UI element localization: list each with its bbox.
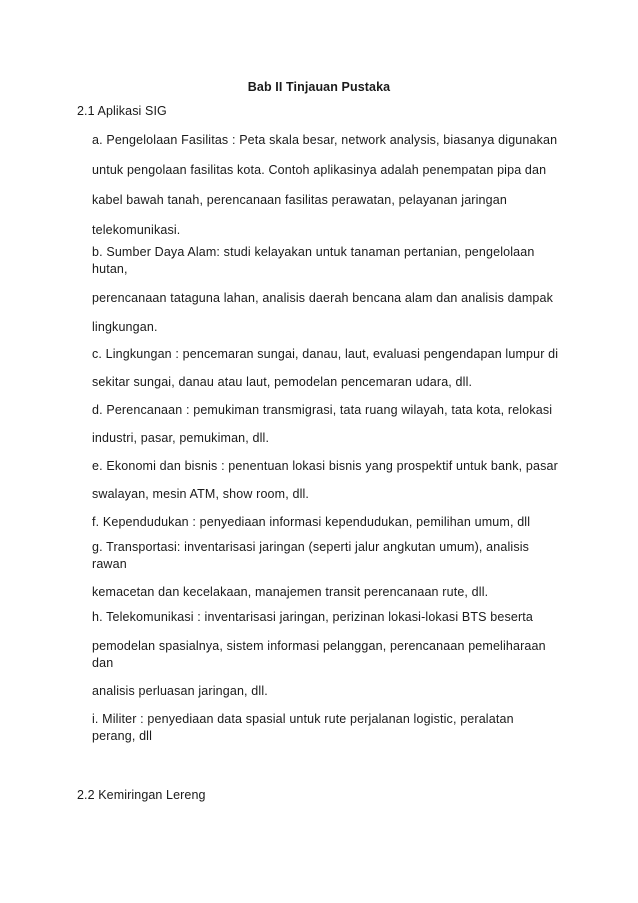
body-line: dan [92,656,114,670]
body-line: untuk pengolaan fasilitas kota. Contoh aplikasinya adalah penempatan pipa dan [92,163,547,177]
body-line: industri, pasar, pemukiman, dll. [92,431,270,445]
body-line: b. Sumber Daya Alam: studi kelayakan untuk tanaman pertanian, pengelolaan [92,245,535,259]
body-line: kabel bawah tanah, perencanaan fasilitas perawatan, pelayanan jaringan [92,193,507,207]
section-heading-2-1: 2.1 Aplikasi SIG [77,104,167,118]
body-line: hutan, [92,262,128,276]
section-heading-2-2: 2.2 Kemiringan Lereng [77,788,206,802]
page-title: Bab II Tinjauan Pustaka [247,80,391,94]
body-line: e. Ekonomi dan bisnis : penentuan lokasi bisnis yang prospektif untuk bank, pasar [92,459,558,473]
body-line: kemacetan dan kecelakaan, manajemen transit perencanaan rute, dll. [92,585,489,599]
body-line: rawan [92,557,127,571]
body-line: perencanaan tataguna lahan, analisis daerah bencana alam dan analisis dampak [92,291,554,305]
body-line: analisis perluasan jaringan, dll. [92,684,268,698]
body-line: a. Pengelolaan Fasilitas : Peta skala besar, network analysis, biasanya digunakan [92,133,558,147]
body-line: f. Kependudukan : penyediaan informasi kependudukan, pemilihan umum, dll [92,515,531,529]
body-line: d. Perencanaan : pemukiman transmigrasi, tata ruang wilayah, tata kota, relokasi [92,403,553,417]
body-line: swalayan, mesin ATM, show room, dll. [92,487,310,501]
body-line: perang, dll [92,729,153,743]
body-line: c. Lingkungan : pencemaran sungai, danau, laut, evaluasi pengendapan lumpur di [92,347,559,361]
body-line: sekitar sungai, danau atau laut, pemodelan pencemaran udara, dll. [92,375,473,389]
body-line: i. Militer : penyediaan data spasial untuk rute perjalanan logistic, peralatan [92,712,514,726]
body-line: h. Telekomunikasi : inventarisasi jaringan, perizinan lokasi-lokasi BTS beserta [92,610,533,624]
body-line: telekomunikasi. [92,223,181,237]
body-line: g. Transportasi: inventarisasi jaringan (seperti jalur angkutan umum), analisis [92,540,530,554]
body-line: lingkungan. [92,320,158,334]
body-line: pemodelan spasialnya, sistem informasi pelanggan, perencanaan pemeliharaan [92,639,546,653]
